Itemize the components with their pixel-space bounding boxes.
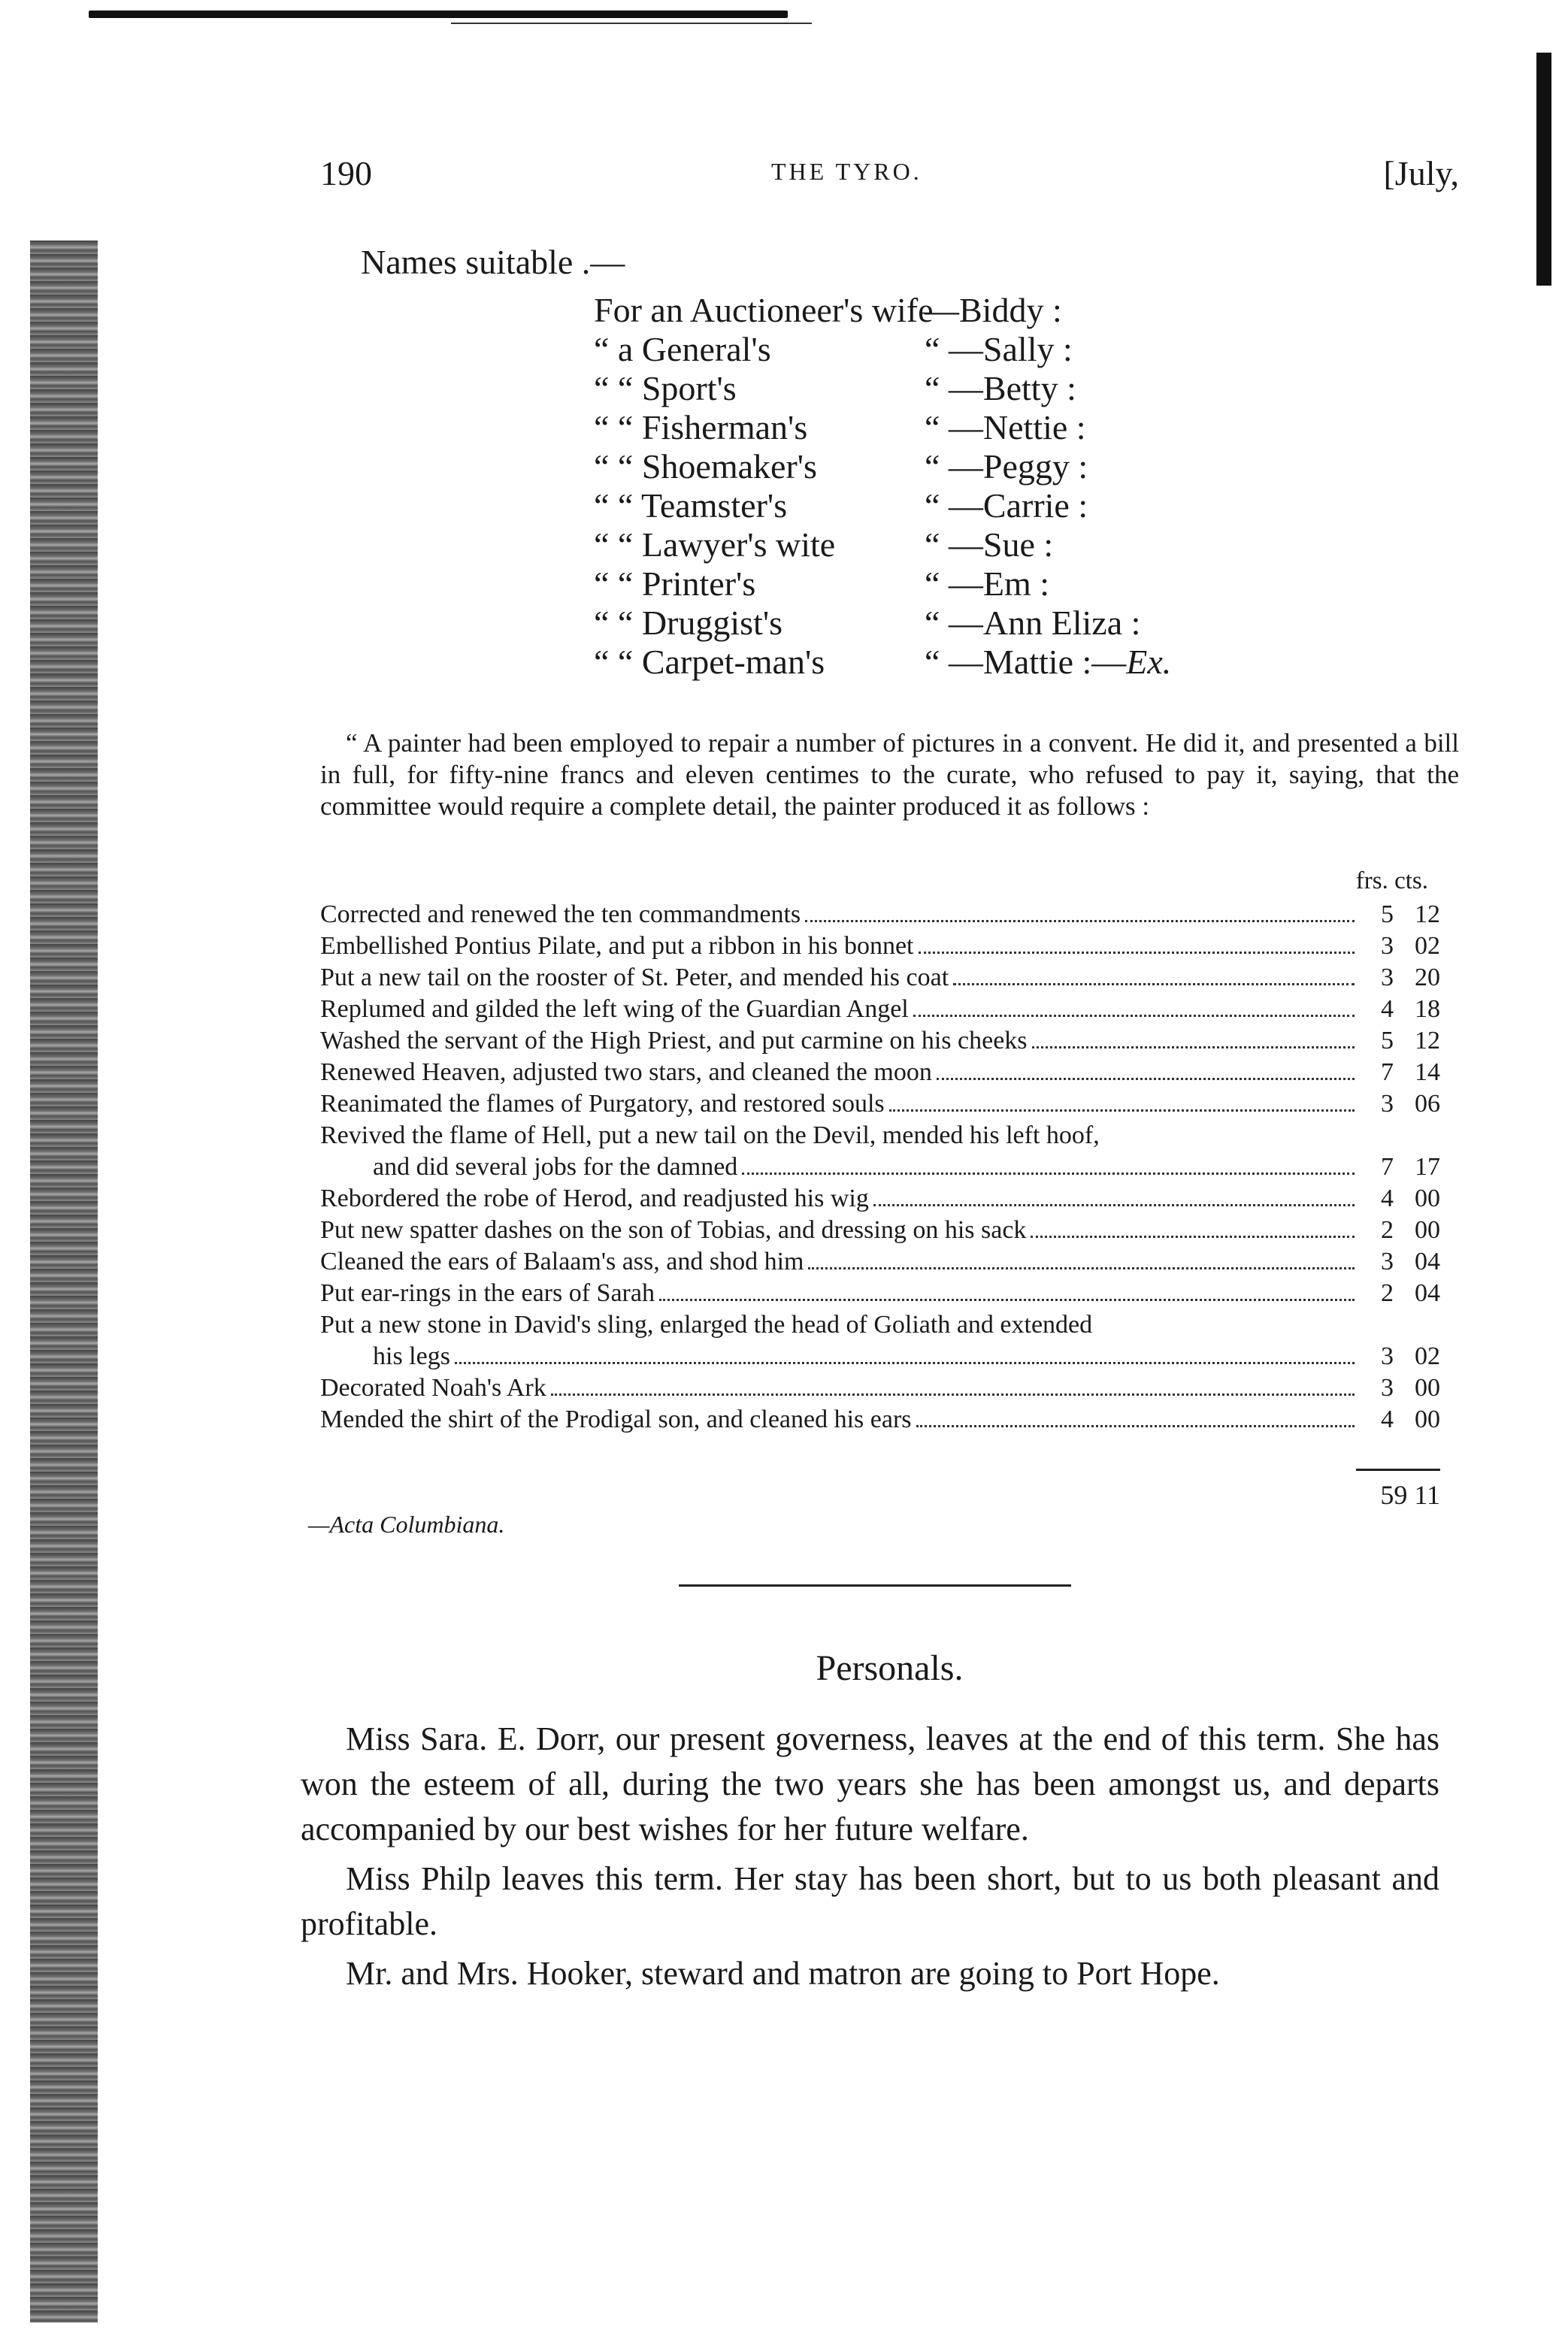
- leader-dots: [937, 1078, 1355, 1080]
- ledger-item-description: Put new spatter dashes on the son of Tobias, and dressing on his sack: [320, 1216, 1027, 1244]
- ledger-item: [320, 1404, 1440, 1436]
- ledger-francs: 3: [1381, 1248, 1394, 1275]
- ledger-item: [320, 1372, 1440, 1404]
- leader-dots: [808, 1267, 1355, 1269]
- ledger-item: [320, 930, 1440, 962]
- ledger-item-description: Embellished Pontius Pilate, and put a ribbon in his bonnet: [320, 932, 914, 960]
- ledger-item-line: Revived the flame of Hell, put a new tail on the Devil, mended his left hoof,: [320, 1121, 1100, 1149]
- names-right: “ —Peggy :: [925, 447, 1088, 486]
- ledger-item: [320, 1246, 1440, 1278]
- ledger-centimes: 00: [1415, 1216, 1440, 1244]
- ledger-item: [320, 1025, 1440, 1057]
- ledger-centimes: 00: [1415, 1374, 1440, 1402]
- names-right: “ —Nettie :: [925, 408, 1086, 446]
- names-left: “ “ Carpet-man's: [594, 643, 825, 681]
- running-head: [320, 153, 1459, 198]
- ledger-centimes: 20: [1415, 964, 1440, 991]
- scan-edge-top: [89, 11, 788, 18]
- ledger-item-description: Put ear-rings in the ears of Sarah: [320, 1279, 655, 1307]
- names-right: [925, 642, 1171, 682]
- names-row: [594, 290, 1346, 329]
- ledger-centimes: 18: [1415, 995, 1440, 1023]
- ledger-item: [320, 1088, 1440, 1120]
- ledger-francs: 3: [1381, 932, 1394, 960]
- ledger-centimes: 12: [1415, 900, 1440, 928]
- section-title: Personals.: [816, 1648, 964, 1688]
- ledger-column-header: frs. cts.: [1355, 867, 1428, 894]
- ledger-centimes: 00: [1415, 1185, 1440, 1212]
- journal-title: THE TYRO.: [771, 158, 922, 185]
- names-right: —Biddy :: [925, 291, 1062, 329]
- ledger-item: [320, 1151, 1440, 1183]
- ledger-francs: 4: [1381, 995, 1394, 1023]
- scan-edge-right: [1536, 53, 1551, 286]
- names-left: “ “ Teamster's: [594, 486, 788, 525]
- ledger-item: [320, 1183, 1440, 1215]
- total-rule: [1356, 1469, 1440, 1471]
- personal-paragraph: Miss Sara. E. Dorr, our present governess, leaves at the end of this term. She has won the esteem of all, during the two years she has been amongst us, and departs accompanied by our best wishes for her future welfare.: [301, 1720, 1439, 1847]
- ledger-centimes: 02: [1415, 1342, 1440, 1370]
- ledger-item-description: Renewed Heaven, adjusted two stars, and cleaned the moon: [320, 1058, 932, 1086]
- names-right: “ —Sue :: [925, 525, 1054, 564]
- ledger-item-description: Put a new tail on the rooster of St. Peter, and mended his coat: [320, 964, 949, 991]
- ledger-item-description: and did several jobs for the damned: [373, 1153, 738, 1181]
- ledger-item: [320, 899, 1440, 930]
- ledger: [320, 899, 1440, 1436]
- ledger-item-description: Mended the shirt of the Prodigal son, and cleaned his ears: [320, 1406, 912, 1433]
- ledger-francs: 5: [1381, 1027, 1394, 1055]
- names-row: [594, 486, 1346, 525]
- anecdote-text: “ A painter had been employed to repair a number of pictures in a convent. He did it, and presented a bill in full, for fifty-nine francs and eleven centimes to the curate, who refused to pay it, saying, that the committee would require a complete detail, the painter produced it as follows :: [320, 728, 1459, 821]
- names-row: [594, 446, 1346, 486]
- personals-section: [301, 1717, 1439, 2001]
- names-row: [594, 368, 1346, 407]
- ledger-item-description: Replumed and gilded the left wing of the Guardian Angel: [320, 995, 909, 1023]
- names-left: “ “ Fisherman's: [594, 408, 808, 446]
- page-number: 190: [320, 154, 372, 192]
- names-right-text: “ —Mattie :—: [925, 643, 1127, 681]
- names-intro: Names suitable .—: [361, 243, 625, 281]
- leader-dots: [659, 1299, 1355, 1301]
- leader-dots: [1032, 1046, 1355, 1048]
- issue-date: [July,: [1383, 154, 1459, 192]
- names-left: “ “ Druggist's: [594, 604, 783, 642]
- names-right: “ —Em :: [925, 564, 1050, 603]
- names-right: “ —Ann Eliza :: [925, 604, 1141, 642]
- ledger-francs: 4: [1381, 1185, 1394, 1212]
- ledger-francs: 4: [1381, 1406, 1394, 1433]
- leader-dots: [873, 1204, 1355, 1206]
- leader-dots: [919, 952, 1355, 954]
- names-row: [594, 525, 1346, 564]
- names-left: “ “ Shoemaker's: [594, 447, 817, 486]
- ledger-item: [320, 994, 1440, 1025]
- ledger-francs: 3: [1381, 1090, 1394, 1118]
- names-row: [594, 329, 1346, 368]
- ledger-item-line: Put a new stone in David's sling, enlarged the head of Goliath and extended: [320, 1311, 1093, 1339]
- ledger-item: [320, 962, 1440, 994]
- ledger-item: [320, 1215, 1440, 1246]
- names-table: [594, 290, 1346, 681]
- ledger-item-description: Decorated Noah's Ark: [320, 1374, 546, 1402]
- ledger-item-description: Corrected and renewed the ten commandments: [320, 900, 801, 928]
- ledger-centimes: 02: [1415, 932, 1440, 960]
- names-left: “ “ Sport's: [594, 369, 737, 407]
- leader-dots: [1031, 1236, 1355, 1238]
- attribution: —Acta Columbiana.: [308, 1511, 505, 1538]
- ledger-item-description: Reanimated the flames of Purgatory, and restored souls: [320, 1090, 885, 1118]
- ledger-centimes: 17: [1415, 1153, 1440, 1181]
- ledger-francs: 3: [1381, 1374, 1394, 1402]
- leader-dots: [805, 920, 1355, 922]
- names-left: “ a General's: [594, 330, 771, 368]
- names-row: [594, 564, 1346, 603]
- ledger-total: 59 11: [1380, 1480, 1440, 1510]
- personal-paragraph: Mr. and Mrs. Hooker, steward and matron are going to Port Hope.: [346, 1955, 1220, 1992]
- leader-dots: [742, 1173, 1355, 1175]
- ledger-item-description: Rebordered the robe of Herod, and readjusted his wig: [320, 1185, 869, 1212]
- names-left: “ “ Printer's: [594, 564, 756, 603]
- ledger-francs: 2: [1381, 1279, 1394, 1307]
- ledger-francs: 5: [1381, 900, 1394, 928]
- ledger-item-description: his legs: [373, 1342, 450, 1370]
- ledger-francs: 7: [1381, 1058, 1394, 1086]
- ledger-item-description: Washed the servant of the High Priest, and put carmine on his cheeks: [320, 1027, 1028, 1055]
- names-right: “ —Sally :: [925, 330, 1073, 368]
- names-row: [594, 603, 1346, 642]
- leader-dots: [953, 983, 1355, 985]
- names-right-italic: Ex.: [1126, 643, 1172, 681]
- personal-paragraph: Miss Philp leaves this term. Her stay has been short, but to us both pleasant and profitable.: [301, 1860, 1439, 1942]
- names-right: “ —Carrie :: [925, 486, 1088, 525]
- section-divider: [679, 1584, 1071, 1587]
- leader-dots: [913, 1015, 1355, 1017]
- ledger-centimes: 04: [1415, 1248, 1440, 1275]
- leader-dots: [889, 1109, 1355, 1112]
- leader-dots: [916, 1425, 1355, 1427]
- names-left: “ “ Lawyer's wite: [594, 525, 836, 564]
- names-row: [594, 407, 1346, 446]
- anecdote-paragraph: [320, 728, 1459, 822]
- ledger-francs: 3: [1381, 964, 1394, 991]
- scan-edge-top-line: [451, 23, 812, 24]
- ledger-francs: 3: [1381, 1342, 1394, 1370]
- names-row: [594, 642, 1346, 681]
- leader-dots: [455, 1362, 1355, 1364]
- names-left: For an Auctioneer's wife: [594, 291, 934, 329]
- ledger-centimes: 14: [1415, 1058, 1440, 1086]
- ledger-francs: 7: [1381, 1153, 1394, 1181]
- ledger-centimes: 00: [1415, 1406, 1440, 1433]
- ledger-centimes: 06: [1415, 1090, 1440, 1118]
- ledger-item: [320, 1341, 1440, 1372]
- ledger-item: [320, 1057, 1440, 1088]
- scan-edge-left: [30, 241, 98, 2322]
- ledger-centimes: 12: [1415, 1027, 1440, 1055]
- names-right: “ —Betty :: [925, 369, 1076, 407]
- leader-dots: [551, 1393, 1355, 1396]
- ledger-item-description: Cleaned the ears of Balaam's ass, and shod him: [320, 1248, 804, 1275]
- ledger-francs: 2: [1381, 1216, 1394, 1244]
- ledger-centimes: 04: [1415, 1279, 1440, 1307]
- ledger-item: [320, 1278, 1440, 1309]
